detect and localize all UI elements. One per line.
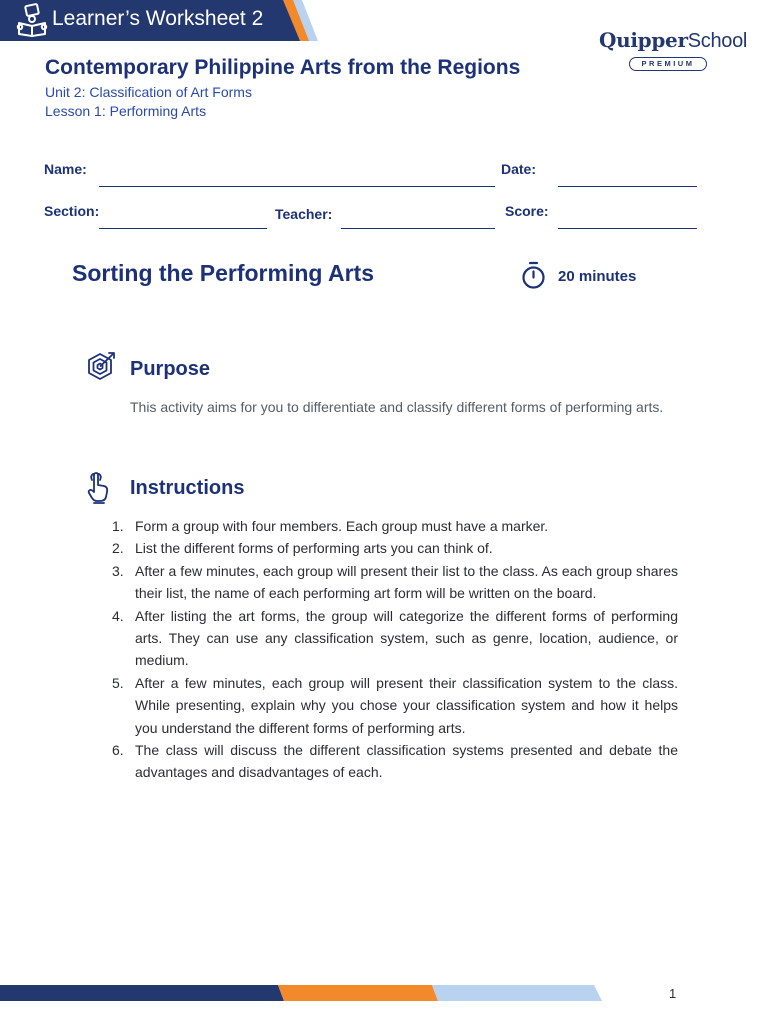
item-text: After a few minutes, each group will present their classification system to the class. While presenting, explain why you chose your classification system and how it helps you understand the different forms of performing arts.	[135, 674, 678, 736]
course-title: Contemporary Philippine Arts from the Regions	[45, 56, 521, 79]
item-number: 6.	[112, 742, 124, 759]
premium-badge: PREMIUM	[629, 57, 707, 71]
list-item	[106, 739, 678, 784]
lesson-subtitle: Lesson 1: Performing Arts	[45, 103, 207, 119]
item-text: List the different forms of performing arts you can think of.	[135, 540, 493, 557]
list-item	[106, 605, 678, 672]
score-field[interactable]	[558, 228, 697, 229]
item-number: 4.	[112, 607, 124, 624]
item-text: After listing the art forms, the group will categorize the different forms of performing arts. They can use any classification system, such as genre, location, audience, or medium.	[135, 607, 678, 669]
score-label: Score:	[505, 203, 549, 219]
activity-duration: 20 minutes	[558, 268, 637, 285]
book-reader-icon	[16, 3, 48, 37]
instructions-list	[106, 515, 678, 784]
section-field[interactable]	[99, 228, 267, 229]
item-text: Form a group with four members. Each group must have a marker.	[135, 518, 549, 534]
unit-subtitle: Unit 2: Classification of Art Forms	[45, 84, 252, 100]
item-number: 5.	[112, 674, 124, 691]
name-field[interactable]	[99, 186, 495, 187]
logo-bold-text: Quipper	[599, 28, 688, 52]
purpose-heading: Purpose	[130, 358, 211, 380]
item-text: After a few minutes, each group will present their list to the class. As each group shares their list, the name of each performing art form will be written on the board.	[135, 562, 678, 602]
item-text: The class will discuss the different classification systems presented and debate the advantages and disadvantages of each.	[135, 742, 678, 781]
pointing-hand-icon	[86, 472, 112, 504]
worksheet-title: Learner’s Worksheet 2	[52, 7, 264, 30]
logo-regular-text: School	[687, 30, 748, 52]
name-label: Name:	[44, 161, 87, 177]
list-item	[106, 537, 678, 559]
list-item	[106, 560, 678, 605]
page-number: 1	[669, 986, 677, 1001]
purpose-text: This activity aims for you to differentiate and classify different forms of performing arts.	[130, 399, 664, 415]
quipper-school-logo	[599, 28, 748, 68]
date-field[interactable]	[558, 186, 697, 187]
activity-title: Sorting the Performing Arts	[72, 260, 374, 286]
stopwatch-icon	[521, 261, 546, 290]
teacher-field[interactable]	[341, 228, 495, 229]
list-item	[106, 672, 678, 739]
list-item	[106, 515, 678, 537]
item-number: 2.	[112, 540, 124, 557]
item-number: 1.	[112, 518, 124, 534]
teacher-label: Teacher:	[275, 206, 333, 222]
target-icon	[86, 350, 118, 384]
footer-bar	[0, 985, 602, 1001]
section-label: Section:	[44, 203, 100, 219]
item-number: 3.	[112, 562, 124, 579]
date-label: Date:	[501, 161, 537, 177]
instructions-heading: Instructions	[130, 477, 245, 499]
